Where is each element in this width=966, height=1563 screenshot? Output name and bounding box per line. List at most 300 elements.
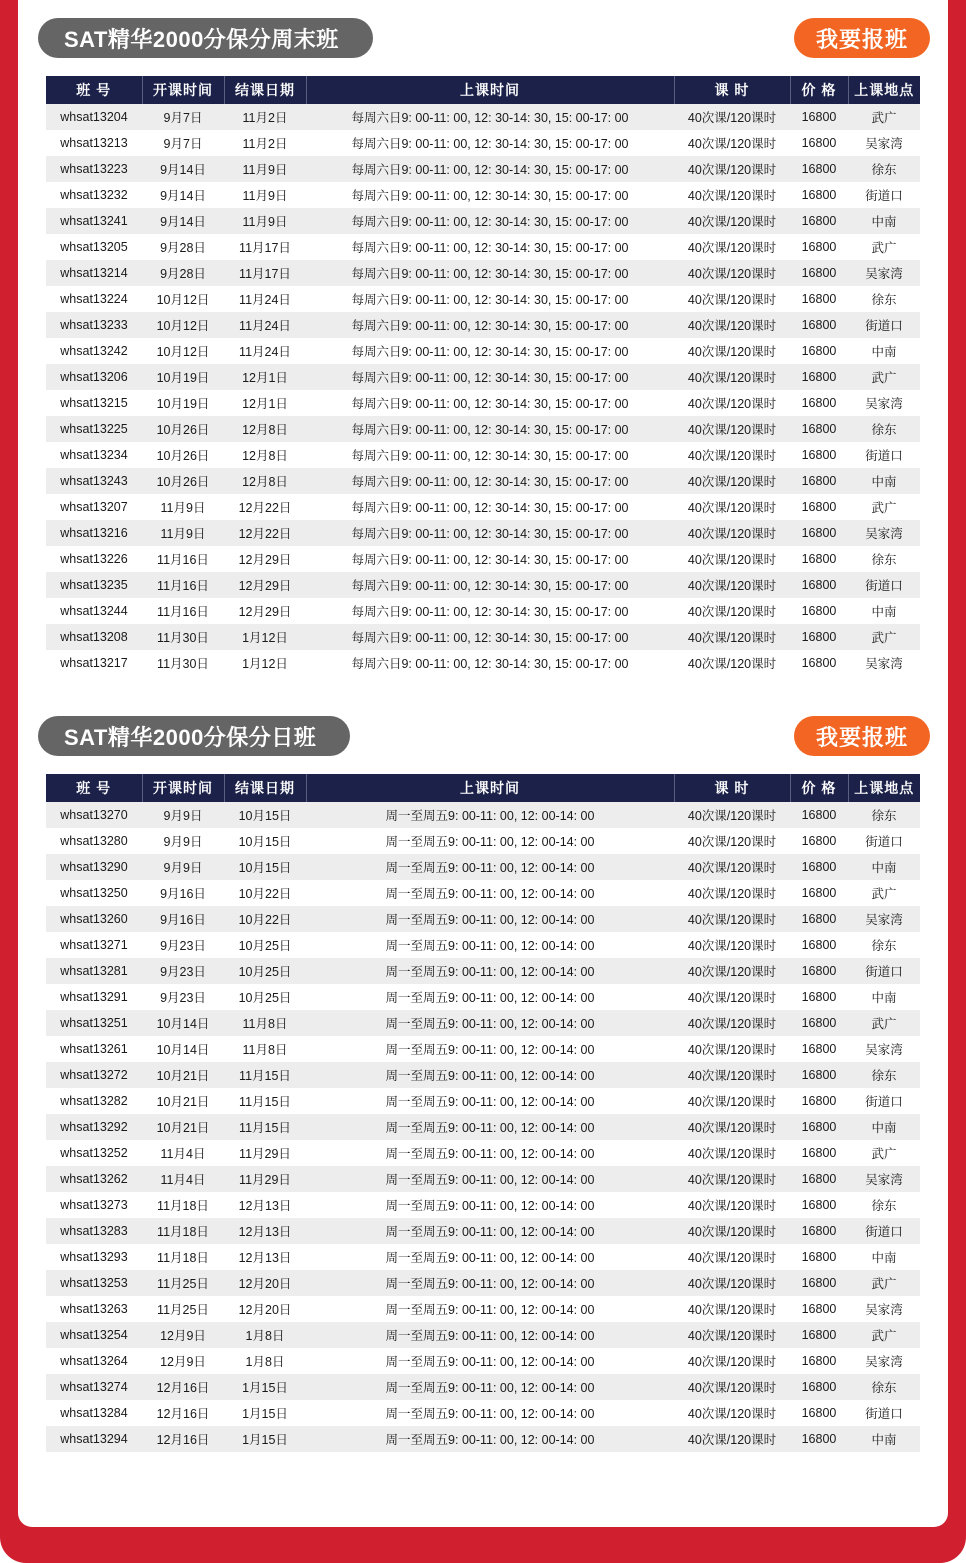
cell-class-hours: 40次课/120课时 [674, 1010, 790, 1036]
cell-class-time: 周一至周五9: 00-11: 00, 12: 00-14: 00 [306, 1348, 674, 1374]
table-row [46, 572, 920, 598]
table-row [46, 624, 920, 650]
cell-class-id: whsat13213 [46, 130, 142, 156]
cell-location: 中南 [848, 1114, 920, 1140]
col-header-end-date: 结课日期 [224, 76, 306, 104]
cell-price: 16800 [790, 312, 848, 338]
cell-location: 中南 [848, 598, 920, 624]
cell-class-id: whsat13283 [46, 1218, 142, 1244]
cell-location: 徐东 [848, 1192, 920, 1218]
cell-class-id: whsat13270 [46, 802, 142, 828]
cell-end-date: 11月2日 [224, 130, 306, 156]
cell-end-date: 11月29日 [224, 1166, 306, 1192]
table-header-row [46, 76, 920, 104]
cell-start-date: 9月9日 [142, 854, 224, 880]
cell-class-time: 每周六日9: 00-11: 00, 12: 30-14: 30, 15: 00-17: 00 [306, 520, 674, 546]
cell-start-date: 9月16日 [142, 906, 224, 932]
cell-class-time: 周一至周五9: 00-11: 00, 12: 00-14: 00 [306, 1426, 674, 1452]
cell-class-id: whsat13261 [46, 1036, 142, 1062]
cell-end-date: 11月17日 [224, 260, 306, 286]
cell-class-hours: 40次课/120课时 [674, 1400, 790, 1426]
cell-price: 16800 [790, 598, 848, 624]
cell-class-time: 每周六日9: 00-11: 00, 12: 30-14: 30, 15: 00-17: 00 [306, 234, 674, 260]
cell-price: 16800 [790, 1088, 848, 1114]
cell-class-hours: 40次课/120课时 [674, 932, 790, 958]
col-header-class-time: 上课时间 [306, 774, 674, 802]
cell-start-date: 10月14日 [142, 1010, 224, 1036]
table-row [46, 1348, 920, 1374]
cell-start-date: 11月30日 [142, 650, 224, 676]
cell-class-time: 周一至周五9: 00-11: 00, 12: 00-14: 00 [306, 1218, 674, 1244]
cell-location: 街道口 [848, 1400, 920, 1426]
cell-class-time: 周一至周五9: 00-11: 00, 12: 00-14: 00 [306, 1088, 674, 1114]
cell-location: 武广 [848, 624, 920, 650]
cell-price: 16800 [790, 1296, 848, 1322]
section-header [18, 18, 948, 64]
cell-location: 中南 [848, 208, 920, 234]
cell-class-id: whsat13254 [46, 1322, 142, 1348]
cell-class-id: whsat13242 [46, 338, 142, 364]
cell-location: 徐东 [848, 416, 920, 442]
cell-start-date: 10月19日 [142, 364, 224, 390]
cell-class-hours: 40次课/120课时 [674, 650, 790, 676]
table-row [46, 156, 920, 182]
cell-class-time: 每周六日9: 00-11: 00, 12: 30-14: 30, 15: 00-17: 00 [306, 598, 674, 624]
cell-class-hours: 40次课/120课时 [674, 312, 790, 338]
table-row [46, 1296, 920, 1322]
cell-start-date: 12月16日 [142, 1374, 224, 1400]
cell-class-hours: 40次课/120课时 [674, 260, 790, 286]
table-row [46, 1322, 920, 1348]
cell-location: 武广 [848, 234, 920, 260]
table-body [46, 802, 920, 1452]
cell-class-id: whsat13223 [46, 156, 142, 182]
cell-class-time: 每周六日9: 00-11: 00, 12: 30-14: 30, 15: 00-17: 00 [306, 182, 674, 208]
cell-price: 16800 [790, 1166, 848, 1192]
cell-price: 16800 [790, 182, 848, 208]
table-row [46, 1036, 920, 1062]
table-row [46, 1400, 920, 1426]
cell-price: 16800 [790, 572, 848, 598]
cell-location: 吴家湾 [848, 650, 920, 676]
col-header-start-date: 开课时间 [142, 774, 224, 802]
cell-class-id: whsat13233 [46, 312, 142, 338]
cell-end-date: 12月8日 [224, 416, 306, 442]
cell-location: 武广 [848, 1010, 920, 1036]
cell-end-date: 11月15日 [224, 1114, 306, 1140]
cell-location: 徐东 [848, 546, 920, 572]
cell-class-id: whsat13291 [46, 984, 142, 1010]
cell-end-date: 12月22日 [224, 494, 306, 520]
cell-end-date: 12月20日 [224, 1270, 306, 1296]
cell-class-id: whsat13205 [46, 234, 142, 260]
cell-class-time: 周一至周五9: 00-11: 00, 12: 00-14: 00 [306, 1244, 674, 1270]
cell-class-hours: 40次课/120课时 [674, 442, 790, 468]
cell-class-id: whsat13280 [46, 828, 142, 854]
cell-class-time: 每周六日9: 00-11: 00, 12: 30-14: 30, 15: 00-17: 00 [306, 312, 674, 338]
cell-end-date: 12月8日 [224, 468, 306, 494]
table-row [46, 650, 920, 676]
cell-class-hours: 40次课/120课时 [674, 1322, 790, 1348]
cell-start-date: 9月14日 [142, 182, 224, 208]
cell-class-hours: 40次课/120课时 [674, 182, 790, 208]
cell-class-hours: 40次课/120课时 [674, 1348, 790, 1374]
table-row [46, 932, 920, 958]
cell-start-date: 10月12日 [142, 312, 224, 338]
table-row [46, 286, 920, 312]
cell-price: 16800 [790, 442, 848, 468]
cell-location: 街道口 [848, 182, 920, 208]
cell-end-date: 12月20日 [224, 1296, 306, 1322]
cell-class-time: 周一至周五9: 00-11: 00, 12: 00-14: 00 [306, 1400, 674, 1426]
cell-class-hours: 40次课/120课时 [674, 520, 790, 546]
cell-price: 16800 [790, 234, 848, 260]
table-row [46, 984, 920, 1010]
cell-price: 16800 [790, 828, 848, 854]
cell-location: 中南 [848, 854, 920, 880]
cell-start-date: 9月16日 [142, 880, 224, 906]
cell-class-id: whsat13294 [46, 1426, 142, 1452]
cell-class-hours: 40次课/120课时 [674, 156, 790, 182]
cell-end-date: 12月8日 [224, 442, 306, 468]
table-row [46, 1062, 920, 1088]
col-header-class-id: 班 号 [46, 774, 142, 802]
table-row [46, 854, 920, 880]
cell-end-date: 12月1日 [224, 364, 306, 390]
cell-price: 16800 [790, 260, 848, 286]
cell-start-date: 11月25日 [142, 1270, 224, 1296]
cell-class-hours: 40次课/120课时 [674, 1114, 790, 1140]
cell-class-hours: 40次课/120课时 [674, 572, 790, 598]
cell-class-time: 周一至周五9: 00-11: 00, 12: 00-14: 00 [306, 854, 674, 880]
cell-price: 16800 [790, 208, 848, 234]
cell-price: 16800 [790, 880, 848, 906]
schedule-section-weekend [18, 18, 948, 676]
cell-location: 吴家湾 [848, 260, 920, 286]
cell-location: 武广 [848, 494, 920, 520]
cell-end-date: 12月13日 [224, 1192, 306, 1218]
cell-end-date: 11月29日 [224, 1140, 306, 1166]
table-row [46, 104, 920, 130]
table-row [46, 1244, 920, 1270]
cell-location: 吴家湾 [848, 906, 920, 932]
cell-class-id: whsat13272 [46, 1062, 142, 1088]
cell-class-time: 周一至周五9: 00-11: 00, 12: 00-14: 00 [306, 1296, 674, 1322]
table-row [46, 494, 920, 520]
cell-end-date: 11月9日 [224, 156, 306, 182]
cell-class-hours: 40次课/120课时 [674, 1296, 790, 1322]
cell-class-time: 每周六日9: 00-11: 00, 12: 30-14: 30, 15: 00-17: 00 [306, 494, 674, 520]
cell-start-date: 10月26日 [142, 468, 224, 494]
cell-start-date: 11月18日 [142, 1192, 224, 1218]
cell-class-time: 每周六日9: 00-11: 00, 12: 30-14: 30, 15: 00-17: 00 [306, 156, 674, 182]
cell-start-date: 12月16日 [142, 1400, 224, 1426]
cell-end-date: 11月2日 [224, 104, 306, 130]
cell-class-id: whsat13206 [46, 364, 142, 390]
cell-class-hours: 40次课/120课时 [674, 364, 790, 390]
cell-start-date: 11月16日 [142, 572, 224, 598]
schedule-section-weekday [18, 716, 948, 1452]
cell-price: 16800 [790, 1036, 848, 1062]
cell-class-hours: 40次课/120课时 [674, 1218, 790, 1244]
cell-class-hours: 40次课/120课时 [674, 854, 790, 880]
cell-location: 中南 [848, 468, 920, 494]
cell-class-hours: 40次课/120课时 [674, 906, 790, 932]
cell-price: 16800 [790, 958, 848, 984]
cell-start-date: 9月23日 [142, 984, 224, 1010]
cell-class-time: 周一至周五9: 00-11: 00, 12: 00-14: 00 [306, 1166, 674, 1192]
cell-class-id: whsat13226 [46, 546, 142, 572]
cell-class-hours: 40次课/120课时 [674, 624, 790, 650]
table-row [46, 1166, 920, 1192]
cell-class-id: whsat13250 [46, 880, 142, 906]
cell-start-date: 11月25日 [142, 1296, 224, 1322]
cell-class-id: whsat13208 [46, 624, 142, 650]
cell-price: 16800 [790, 1374, 848, 1400]
cell-price: 16800 [790, 1140, 848, 1166]
section-title-weekend: SAT精华2000分保分周末班 [38, 18, 373, 58]
cell-end-date: 10月25日 [224, 958, 306, 984]
table-row [46, 958, 920, 984]
cell-end-date: 12月29日 [224, 546, 306, 572]
cell-location: 徐东 [848, 1374, 920, 1400]
cell-location: 街道口 [848, 312, 920, 338]
cell-class-hours: 40次课/120课时 [674, 286, 790, 312]
cell-start-date: 10月12日 [142, 338, 224, 364]
cell-class-id: whsat13292 [46, 1114, 142, 1140]
cell-class-hours: 40次课/120课时 [674, 1036, 790, 1062]
cell-location: 街道口 [848, 572, 920, 598]
cell-price: 16800 [790, 286, 848, 312]
table-row [46, 416, 920, 442]
cell-location: 中南 [848, 338, 920, 364]
signup-button-weekday[interactable]: 我要报班 [794, 716, 930, 756]
table-row [46, 208, 920, 234]
cell-end-date: 11月9日 [224, 208, 306, 234]
cell-price: 16800 [790, 1114, 848, 1140]
cell-class-hours: 40次课/120课时 [674, 958, 790, 984]
cell-class-time: 周一至周五9: 00-11: 00, 12: 00-14: 00 [306, 932, 674, 958]
cell-price: 16800 [790, 494, 848, 520]
cell-location: 吴家湾 [848, 1348, 920, 1374]
cell-location: 街道口 [848, 1218, 920, 1244]
cell-start-date: 10月21日 [142, 1088, 224, 1114]
cell-class-id: whsat13251 [46, 1010, 142, 1036]
cell-class-hours: 40次课/120课时 [674, 1244, 790, 1270]
cell-class-id: whsat13264 [46, 1348, 142, 1374]
cell-end-date: 1月12日 [224, 650, 306, 676]
cell-start-date: 11月4日 [142, 1166, 224, 1192]
cell-class-time: 每周六日9: 00-11: 00, 12: 30-14: 30, 15: 00-17: 00 [306, 624, 674, 650]
cell-start-date: 9月23日 [142, 958, 224, 984]
cell-end-date: 1月8日 [224, 1322, 306, 1348]
cell-class-hours: 40次课/120课时 [674, 598, 790, 624]
cell-start-date: 11月16日 [142, 598, 224, 624]
cell-class-hours: 40次课/120课时 [674, 416, 790, 442]
cell-class-time: 周一至周五9: 00-11: 00, 12: 00-14: 00 [306, 1062, 674, 1088]
cell-location: 吴家湾 [848, 1036, 920, 1062]
cell-location: 武广 [848, 1140, 920, 1166]
cell-end-date: 1月12日 [224, 624, 306, 650]
cell-start-date: 11月30日 [142, 624, 224, 650]
cell-class-id: whsat13274 [46, 1374, 142, 1400]
cell-class-time: 周一至周五9: 00-11: 00, 12: 00-14: 00 [306, 802, 674, 828]
table-row [46, 1192, 920, 1218]
cell-start-date: 9月14日 [142, 156, 224, 182]
cell-end-date: 12月22日 [224, 520, 306, 546]
section-header [18, 716, 948, 762]
table-row [46, 468, 920, 494]
cell-end-date: 12月29日 [224, 598, 306, 624]
cell-price: 16800 [790, 1062, 848, 1088]
col-header-location: 上课地点 [848, 774, 920, 802]
table-row [46, 130, 920, 156]
cell-end-date: 10月22日 [224, 906, 306, 932]
cell-class-time: 每周六日9: 00-11: 00, 12: 30-14: 30, 15: 00-17: 00 [306, 130, 674, 156]
cell-class-id: whsat13215 [46, 390, 142, 416]
cell-class-time: 每周六日9: 00-11: 00, 12: 30-14: 30, 15: 00-17: 00 [306, 468, 674, 494]
cell-price: 16800 [790, 546, 848, 572]
table-row [46, 442, 920, 468]
table-row [46, 1270, 920, 1296]
cell-class-hours: 40次课/120课时 [674, 494, 790, 520]
cell-class-id: whsat13214 [46, 260, 142, 286]
cell-price: 16800 [790, 1426, 848, 1452]
cell-end-date: 11月24日 [224, 338, 306, 364]
cell-class-id: whsat13225 [46, 416, 142, 442]
cell-price: 16800 [790, 390, 848, 416]
cell-class-time: 周一至周五9: 00-11: 00, 12: 00-14: 00 [306, 906, 674, 932]
cell-class-hours: 40次课/120课时 [674, 130, 790, 156]
cell-class-id: whsat13282 [46, 1088, 142, 1114]
table-row [46, 906, 920, 932]
cell-start-date: 10月26日 [142, 416, 224, 442]
cell-class-id: whsat13234 [46, 442, 142, 468]
cell-class-time: 每周六日9: 00-11: 00, 12: 30-14: 30, 15: 00-17: 00 [306, 260, 674, 286]
cell-class-time: 每周六日9: 00-11: 00, 12: 30-14: 30, 15: 00-17: 00 [306, 390, 674, 416]
table-row [46, 312, 920, 338]
cell-class-time: 周一至周五9: 00-11: 00, 12: 00-14: 00 [306, 1322, 674, 1348]
table-row [46, 260, 920, 286]
cell-class-time: 周一至周五9: 00-11: 00, 12: 00-14: 00 [306, 1270, 674, 1296]
cell-location: 徐东 [848, 156, 920, 182]
cell-price: 16800 [790, 854, 848, 880]
cell-end-date: 11月9日 [224, 182, 306, 208]
cell-class-hours: 40次课/120课时 [674, 1166, 790, 1192]
cell-start-date: 12月9日 [142, 1348, 224, 1374]
signup-button-weekend[interactable]: 我要报班 [794, 18, 930, 58]
cell-class-id: whsat13252 [46, 1140, 142, 1166]
cell-class-time: 周一至周五9: 00-11: 00, 12: 00-14: 00 [306, 828, 674, 854]
cell-class-time: 周一至周五9: 00-11: 00, 12: 00-14: 00 [306, 1114, 674, 1140]
cell-price: 16800 [790, 1322, 848, 1348]
cell-end-date: 11月17日 [224, 234, 306, 260]
cell-price: 16800 [790, 364, 848, 390]
cell-class-id: whsat13207 [46, 494, 142, 520]
cell-end-date: 12月1日 [224, 390, 306, 416]
cell-price: 16800 [790, 338, 848, 364]
cell-class-hours: 40次课/120课时 [674, 546, 790, 572]
cell-price: 16800 [790, 1192, 848, 1218]
cell-class-time: 周一至周五9: 00-11: 00, 12: 00-14: 00 [306, 1374, 674, 1400]
cell-class-time: 每周六日9: 00-11: 00, 12: 30-14: 30, 15: 00-17: 00 [306, 546, 674, 572]
cell-end-date: 10月15日 [224, 854, 306, 880]
cell-class-id: whsat13243 [46, 468, 142, 494]
cell-end-date: 1月15日 [224, 1400, 306, 1426]
cell-price: 16800 [790, 650, 848, 676]
cell-start-date: 9月9日 [142, 802, 224, 828]
cell-end-date: 1月8日 [224, 1348, 306, 1374]
cell-price: 16800 [790, 1010, 848, 1036]
cell-class-id: whsat13260 [46, 906, 142, 932]
cell-start-date: 9月28日 [142, 260, 224, 286]
cell-price: 16800 [790, 1218, 848, 1244]
cell-location: 徐东 [848, 1062, 920, 1088]
cell-class-hours: 40次课/120课时 [674, 828, 790, 854]
cell-class-hours: 40次课/120课时 [674, 208, 790, 234]
cell-class-id: whsat13235 [46, 572, 142, 598]
cell-class-time: 周一至周五9: 00-11: 00, 12: 00-14: 00 [306, 880, 674, 906]
cell-class-time: 每周六日9: 00-11: 00, 12: 30-14: 30, 15: 00-17: 00 [306, 364, 674, 390]
table-row [46, 546, 920, 572]
cell-price: 16800 [790, 932, 848, 958]
cell-price: 16800 [790, 1244, 848, 1270]
table-row [46, 880, 920, 906]
cell-end-date: 1月15日 [224, 1374, 306, 1400]
table-row [46, 1426, 920, 1452]
cell-location: 街道口 [848, 828, 920, 854]
cell-location: 中南 [848, 984, 920, 1010]
cell-class-hours: 40次课/120课时 [674, 984, 790, 1010]
cell-location: 街道口 [848, 958, 920, 984]
cell-price: 16800 [790, 1270, 848, 1296]
cell-location: 吴家湾 [848, 1166, 920, 1192]
cell-price: 16800 [790, 906, 848, 932]
cell-class-id: whsat13273 [46, 1192, 142, 1218]
cell-start-date: 11月16日 [142, 546, 224, 572]
cell-price: 16800 [790, 104, 848, 130]
table-row [46, 598, 920, 624]
cell-end-date: 12月13日 [224, 1218, 306, 1244]
cell-start-date: 12月16日 [142, 1426, 224, 1452]
cell-class-id: whsat13253 [46, 1270, 142, 1296]
cell-price: 16800 [790, 1348, 848, 1374]
cell-location: 吴家湾 [848, 390, 920, 416]
cell-class-hours: 40次课/120课时 [674, 1374, 790, 1400]
cell-class-hours: 40次课/120课时 [674, 1140, 790, 1166]
col-header-class-time: 上课时间 [306, 76, 674, 104]
cell-class-id: whsat13204 [46, 104, 142, 130]
cell-class-hours: 40次课/120课时 [674, 1192, 790, 1218]
col-header-price: 价 格 [790, 774, 848, 802]
cell-class-time: 周一至周五9: 00-11: 00, 12: 00-14: 00 [306, 1140, 674, 1166]
cell-class-id: whsat13293 [46, 1244, 142, 1270]
cell-class-id: whsat13216 [46, 520, 142, 546]
table-row [46, 1140, 920, 1166]
table-row [46, 1218, 920, 1244]
cell-location: 吴家湾 [848, 520, 920, 546]
section-title-weekday: SAT精华2000分保分日班 [38, 716, 350, 756]
cell-start-date: 10月12日 [142, 286, 224, 312]
cell-start-date: 9月7日 [142, 130, 224, 156]
cell-class-id: whsat13232 [46, 182, 142, 208]
col-header-end-date: 结课日期 [224, 774, 306, 802]
cell-location: 武广 [848, 880, 920, 906]
cell-class-time: 每周六日9: 00-11: 00, 12: 30-14: 30, 15: 00-17: 00 [306, 104, 674, 130]
schedule-table-weekday [46, 774, 920, 1452]
cell-start-date: 9月14日 [142, 208, 224, 234]
cell-start-date: 10月26日 [142, 442, 224, 468]
